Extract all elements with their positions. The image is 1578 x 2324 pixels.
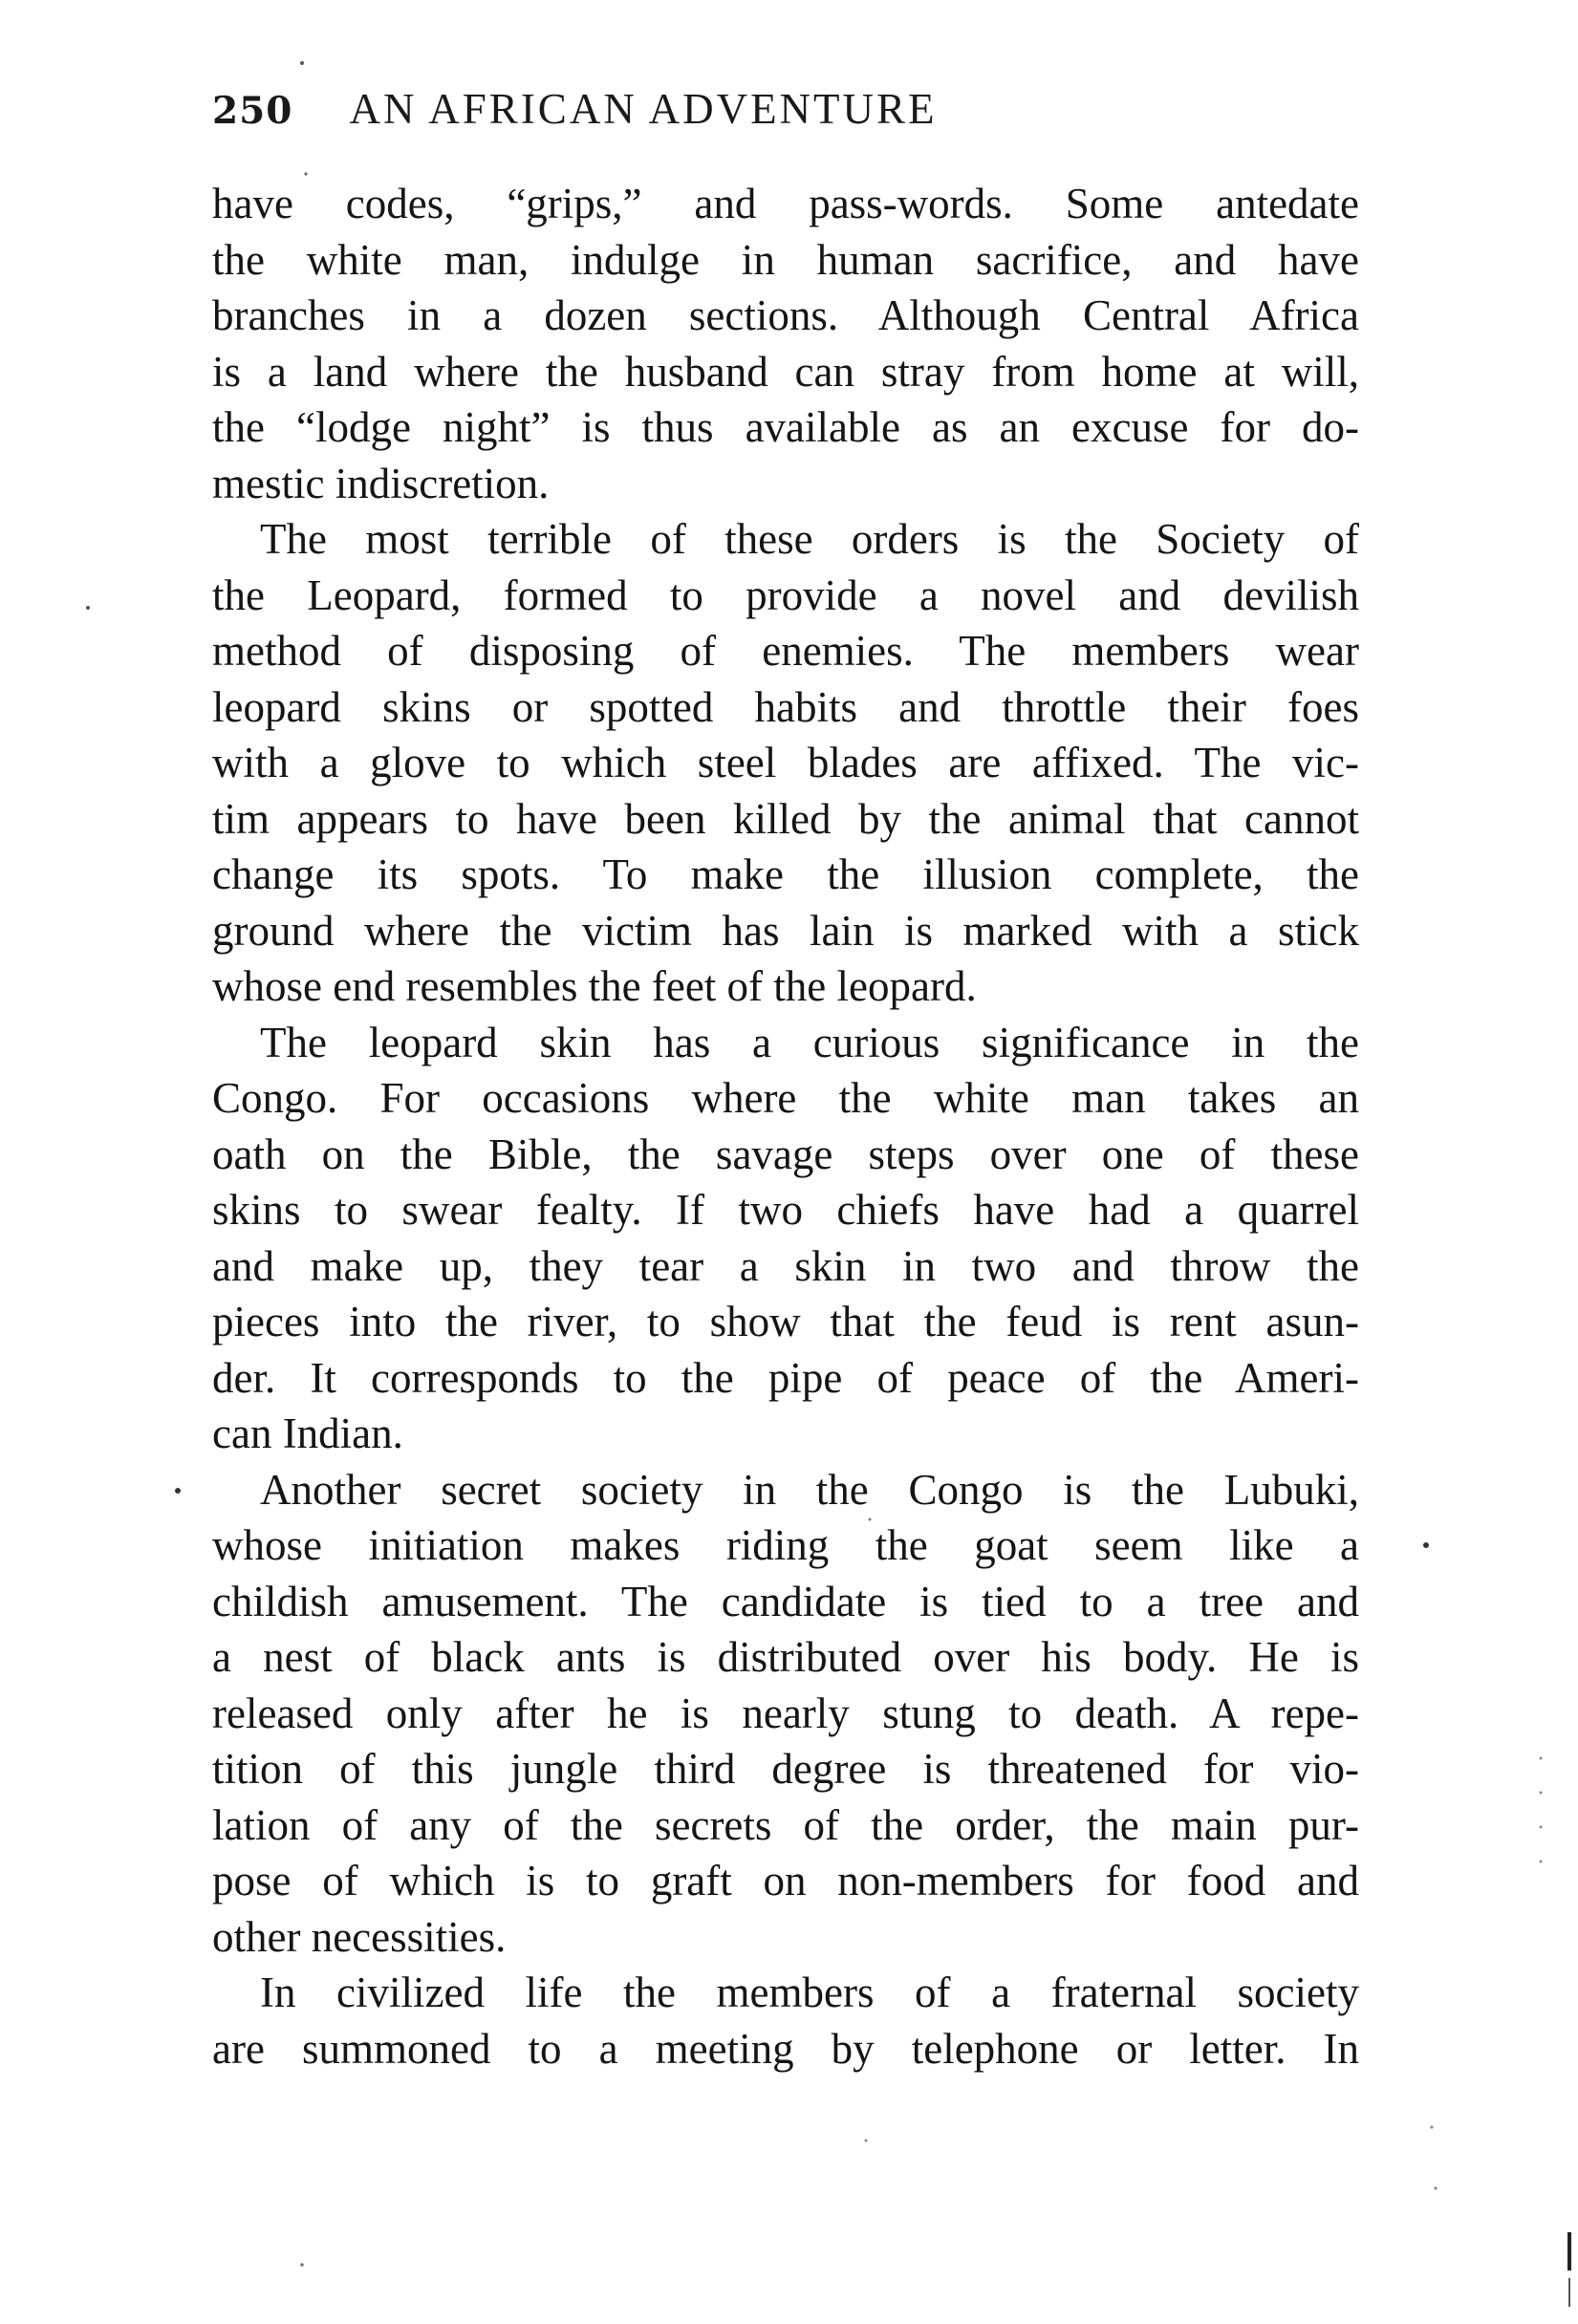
paragraph [212,511,1359,1015]
text-line: der. It corresponds to the pipe of peace of the Ameri- [212,1353,1359,1402]
text-line: mestic indiscretion. [212,459,550,507]
running-title: AN AFRICAN ADVENTURE [349,85,938,133]
text-line: pieces into the river, to show that the feud is rent asun- [212,1298,1359,1345]
text-line: method of disposing of enemies. The members wear [212,627,1359,675]
text-line: the “lodge night” is thus available as an excuse for do- [212,403,1359,451]
text-line: whose initiation makes riding the goat seem like a [212,1521,1359,1569]
text-line: can Indian. [212,1409,403,1457]
text-line: ground where the victim has lain is marked with a stick [212,906,1359,955]
text-line: pose of which is to graft on non-members for food and [212,1857,1359,1904]
text-line: change its spots. To make the illusion complete, the [212,850,1359,898]
text-line: The leopard skin has a curious significance in the [260,1018,1359,1066]
paragraph [212,176,1359,511]
paragraph [212,1462,1359,1966]
text-line: and make up, they tear a skin in two and throw the [212,1241,1359,1290]
text-line: childish amusement. The candidate is tied to a tree and [212,1577,1359,1625]
text-line: with a glove to which steel blades are affixed. The vic- [212,739,1359,786]
text-line: tim appears to have been killed by the animal that cannot [212,794,1359,843]
text-line: oath on the Bible, the savage steps over one of these [212,1130,1359,1178]
text-line: Congo. For occasions where the white man takes an [212,1074,1359,1122]
text-line: skins to swear fealty. If two chiefs have had a quarrel [212,1186,1359,1234]
body-text [212,176,1359,2077]
paragraph [212,1965,1359,2077]
text-line: In civilized life the members of a fraternal society [260,1969,1359,2016]
text-line: a nest of black ants is distributed over his body. He is [212,1633,1359,1681]
text-line: the white man, indulge in human sacrifice, and have [212,235,1359,284]
text-line: tition of this jungle third degree is threatened for vio- [212,1745,1359,1793]
text-line: branches in a dozen sections. Although Central Africa [212,291,1359,339]
text-line: the Leopard, formed to provide a novel and devilish [212,570,1359,619]
page-number: 250 [212,89,293,133]
text-line: have codes, “grips,” and pass-words. Some antedate [212,180,1359,227]
text-line: leopard skins or spotted habits and throttle their foes [212,682,1359,731]
text-line: Another secret society in the Congo is the Lubuki, [260,1465,1359,1514]
text-line: The most terrible of these orders is the Society of [260,515,1359,563]
text-line: lation of any of the secrets of the order, the main pur- [212,1800,1359,1849]
text-line: is a land where the husband can stray from home at will, [212,347,1359,396]
text-line: other necessities. [212,1912,507,1961]
text-line: are summoned to a meeting by telephone or letter. In [212,2024,1359,2073]
running-header [212,84,1359,153]
text-line: released only after he is nearly stung to death. A repe- [212,1689,1359,1737]
paragraph [212,1015,1359,1462]
text-line: whose end resembles the feet of the leopard. [212,962,977,1010]
